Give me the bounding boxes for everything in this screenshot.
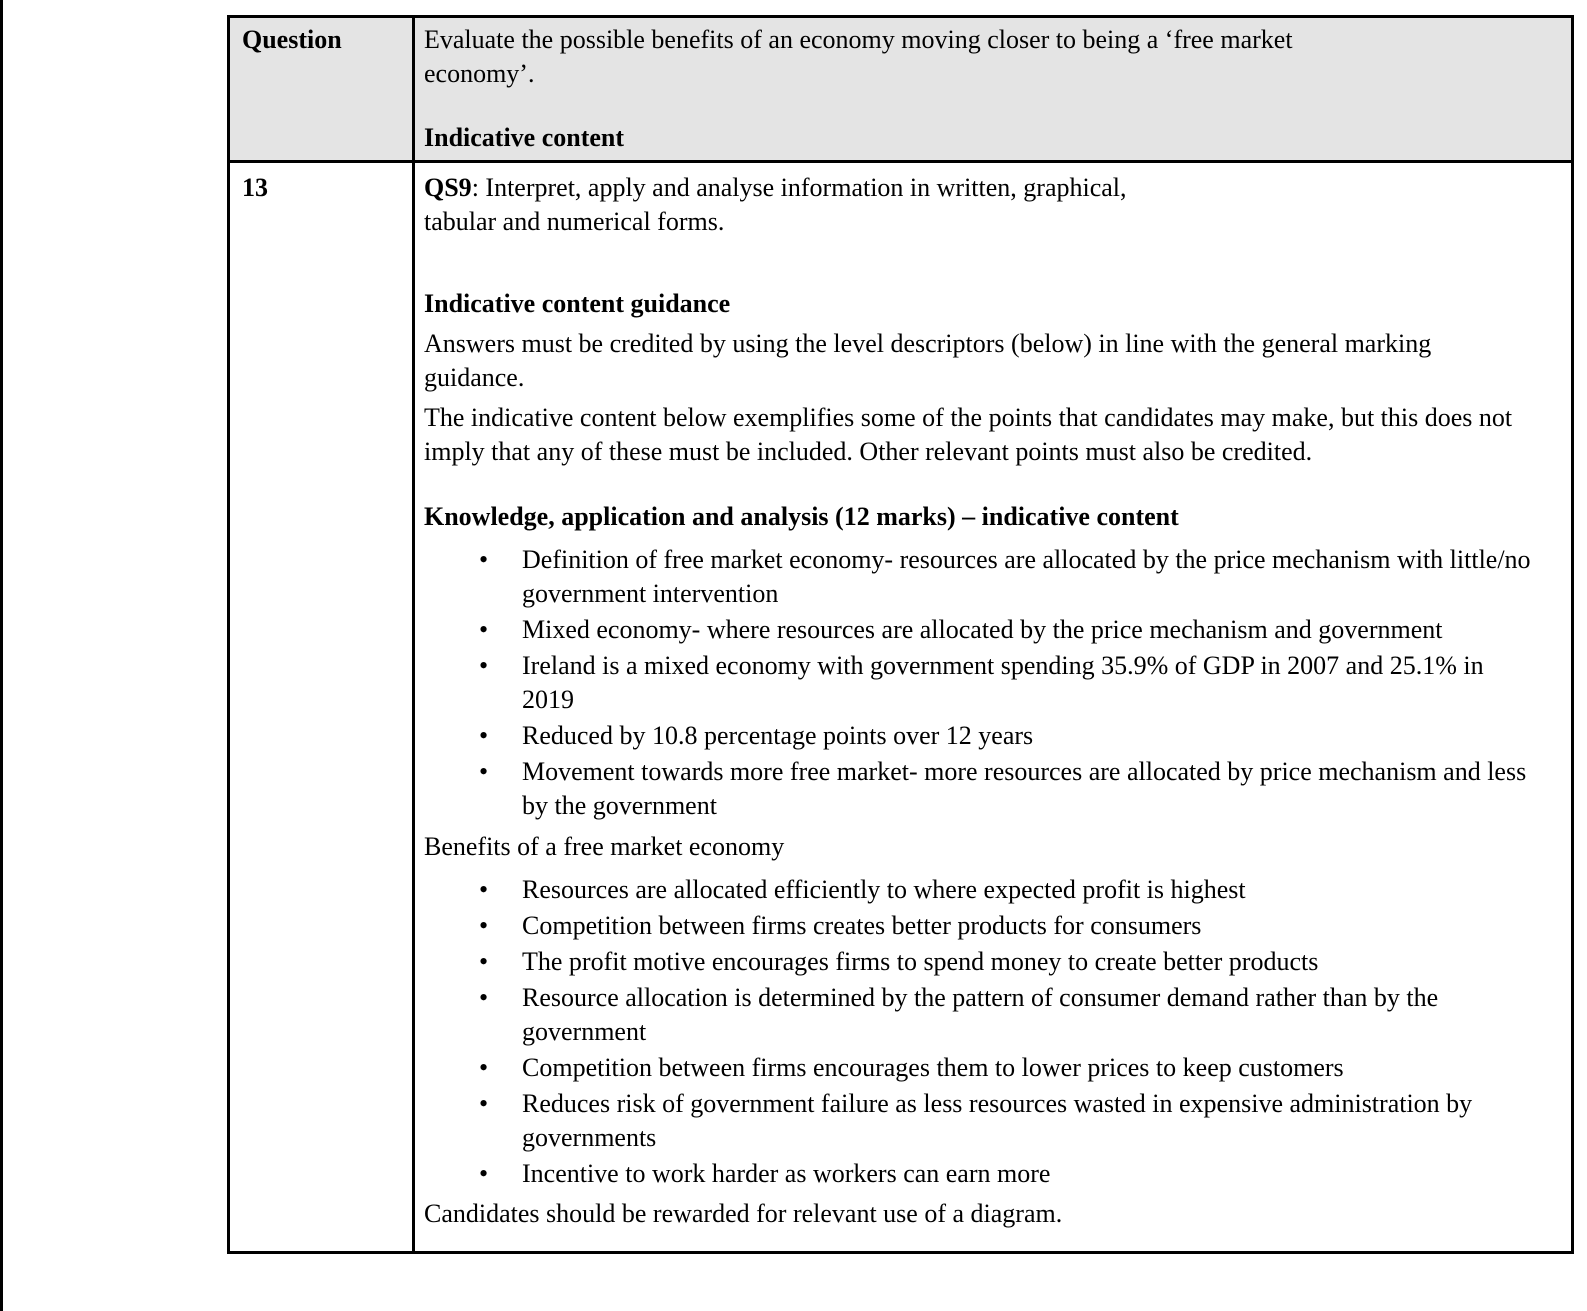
list-item: • Incentive to work harder as workers can earn more — [424, 1157, 1535, 1191]
qs9-statement-line2: tabular and numerical forms. — [424, 207, 725, 236]
closing-note: Candidates should be rewarded for relevant use of a diagram. — [424, 1199, 1063, 1228]
question-prompt-line2: economy’. — [424, 59, 535, 88]
qs9-statement-rest: : Interpret, apply and analyse information in written, graphical, — [471, 173, 1127, 202]
guidance-paragraph-2: The indicative content below exemplifies some of the points that candidates may make, but this does not imply that any of these must be included. Other relevant points must also be credited. — [424, 403, 1513, 466]
benefits-bullet-list — [424, 873, 1535, 1191]
list-item: • Resource allocation is determined by the pattern of consumer demand rather than by the government — [424, 981, 1535, 1049]
question-13-row — [229, 162, 1573, 1253]
list-item: • Competition between firms creates better products for consumers — [424, 909, 1535, 943]
list-item: • Competition between firms encourages them to lower prices to keep customers — [424, 1051, 1535, 1085]
question-prompt-cell — [414, 17, 1573, 162]
kaa-bullet-list — [424, 543, 1535, 823]
list-item: • Mixed economy- where resources are allocated by the price mechanism and government — [424, 613, 1535, 647]
knowledge-application-analysis-heading: Knowledge, application and analysis (12 marks) – indicative content — [424, 502, 1179, 531]
question-prompt — [424, 23, 1535, 91]
table-header-row — [229, 17, 1573, 162]
list-item: • Definition of free market economy- resources are allocated by the price mechanism with little/no government intervention — [424, 543, 1535, 611]
question-header-cell — [229, 17, 414, 162]
question-number: 13 — [242, 173, 268, 202]
guidance-paragraph-1: Answers must be credited by using the level descriptors (below) in line with the general marking guidance. — [424, 329, 1432, 392]
indicative-content-cell — [414, 162, 1573, 1253]
mark-scheme-table — [227, 15, 1574, 1254]
benefits-heading: Benefits of a free market economy — [424, 832, 785, 861]
indicative-content-heading: Indicative content — [424, 123, 625, 152]
list-item: • Reduced by 10.8 percentage points over 12 years — [424, 719, 1535, 753]
list-item: • Resources are allocated efficiently to where expected profit is highest — [424, 873, 1535, 907]
list-item: • Movement towards more free market- more resources are allocated by price mechanism and less by the government — [424, 755, 1535, 823]
qs9-label: QS9 — [424, 173, 472, 202]
page-left-border — [0, 0, 3, 1311]
qs9-statement — [424, 171, 1535, 239]
question-label: Question — [242, 25, 342, 54]
question-number-cell — [229, 162, 414, 1253]
list-item: • The profit motive encourages firms to spend money to create better products — [424, 945, 1535, 979]
indicative-content-guidance-heading: Indicative content guidance — [424, 289, 731, 318]
list-item: • Ireland is a mixed economy with government spending 35.9% of GDP in 2007 and 25.1% in 2019 — [424, 649, 1535, 717]
question-prompt-line1: Evaluate the possible benefits of an economy moving closer to being a ‘free market — [424, 25, 1293, 54]
list-item: • Reduces risk of government failure as less resources wasted in expensive administration by governments — [424, 1087, 1535, 1155]
